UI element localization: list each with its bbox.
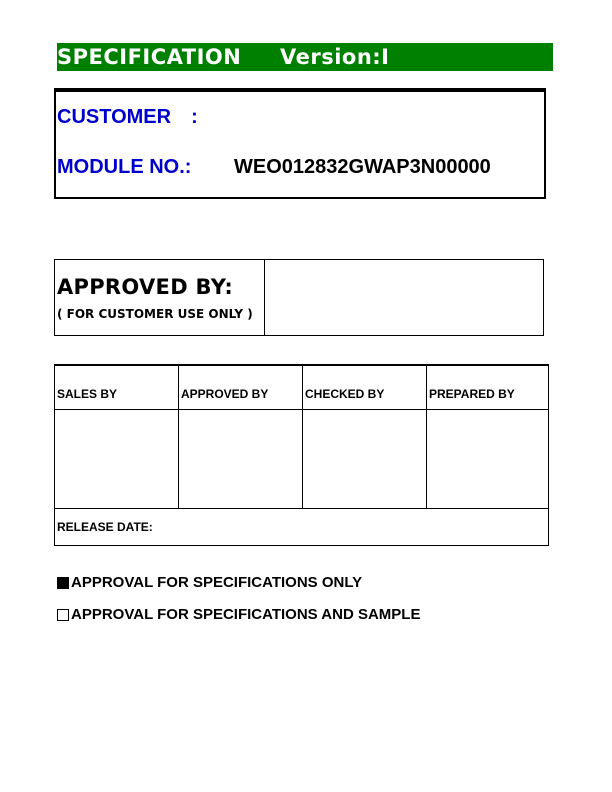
signature-header-row [55, 365, 549, 410]
spec-version: Version:I [280, 45, 390, 69]
option-specifications-only[interactable] [57, 574, 362, 592]
approved-by-signature-cell[interactable] [179, 410, 303, 509]
approved-by-subtitle: ( FOR CUSTOMER USE ONLY ) [57, 307, 253, 321]
option-label: APPROVAL FOR SPECIFICATIONS AND SAMPLE [71, 606, 421, 623]
module-no-label: MODULE NO.: [57, 156, 192, 178]
checked-by-header: CHECKED BY [303, 365, 427, 410]
empty-square-icon[interactable] [57, 609, 69, 621]
sales-by-signature-cell[interactable] [55, 410, 179, 509]
signature-row [55, 410, 549, 509]
option-specifications-and-sample[interactable] [57, 606, 420, 624]
sales-by-header: SALES BY [55, 365, 179, 410]
approved-by-label-cell [55, 260, 265, 335]
spec-banner [57, 43, 553, 71]
spec-title: SPECIFICATION [57, 45, 242, 69]
approved-by-header: APPROVED BY [179, 365, 303, 410]
release-date-label: RELEASE DATE: [57, 520, 153, 534]
approved-by-box [54, 259, 544, 336]
option-label: APPROVAL FOR SPECIFICATIONS ONLY [71, 574, 363, 591]
prepared-by-signature-cell[interactable] [427, 410, 549, 509]
prepared-by-header: PREPARED BY [427, 365, 549, 410]
customer-label: CUSTOMER : [57, 106, 198, 128]
signature-table [54, 364, 549, 546]
checked-by-signature-cell[interactable] [303, 410, 427, 509]
release-date-cell[interactable] [55, 509, 549, 546]
module-no-value: WEO012832GWAP3N00000 [234, 156, 491, 178]
filled-square-icon[interactable] [57, 577, 69, 589]
release-date-row [55, 509, 549, 546]
approved-by-title: APPROVED BY: [57, 275, 234, 299]
customer-box [54, 88, 546, 199]
